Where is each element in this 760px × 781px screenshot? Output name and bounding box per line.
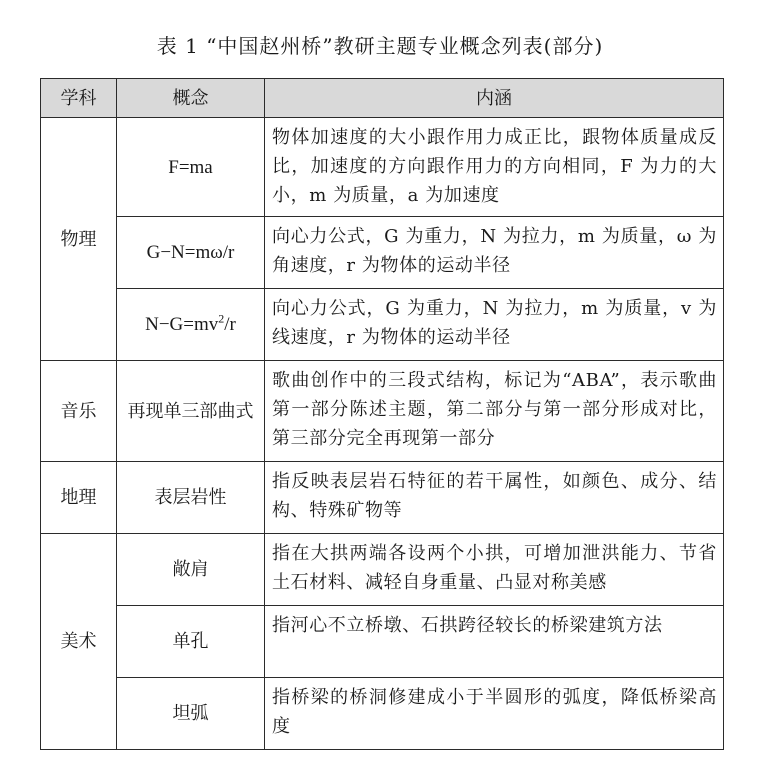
concept-table [40, 78, 724, 750]
formula-exponent: 2 [218, 311, 225, 326]
meaning-cell: 指在大拱两端各设两个小拱，可增加泄洪能力、节省土石材料、减轻自身重量、凸显对称美感 [265, 534, 724, 606]
meaning-cell: 指桥梁的桥洞修建成小于半圆形的弧度，降低桥梁高度 [265, 678, 724, 750]
header-meaning: 内涵 [265, 79, 724, 118]
header-concept: 概念 [117, 79, 265, 118]
formula-tail: /r [224, 314, 236, 335]
meaning-cell: 向心力公式，G 为重力，N 为拉力，m 为质量，ω 为角速度，r 为物体的运动半径 [265, 217, 724, 289]
table-row [41, 606, 724, 678]
subject-cell: 音乐 [41, 361, 117, 462]
concept-cell: F=ma [117, 118, 265, 217]
subject-cell: 美术 [41, 534, 117, 750]
meaning-cell: 向心力公式，G 为重力，N 为拉力，m 为质量，v 为线速度，r 为物体的运动半径 [265, 289, 724, 361]
meaning-cell: 歌曲创作中的三段式结构，标记为“ABA”，表示歌曲第一部分陈述主题，第二部分与第一部分形成对比，第三部分完全再现第一部分 [265, 361, 724, 462]
table-row [41, 118, 724, 217]
table-row [41, 678, 724, 750]
meaning-cell: 物体加速度的大小跟作用力成正比，跟物体质量成反比，加速度的方向跟作用力的方向相同，F 为力的大小，m 为质量，a 为加速度 [265, 118, 724, 217]
table-row [41, 361, 724, 462]
table-row [41, 217, 724, 289]
subject-cell: 地理 [41, 462, 117, 534]
concept-cell: 表层岩性 [117, 462, 265, 534]
concept-cell: 单孔 [117, 606, 265, 678]
header-subject: 学科 [41, 79, 117, 118]
concept-cell: G−N=mω/r [117, 217, 265, 289]
table-row [41, 289, 724, 361]
concept-cell: 再现单三部曲式 [117, 361, 265, 462]
meaning-cell: 指河心不立桥墩、石拱跨径较长的桥梁建筑方法 [265, 606, 724, 678]
concept-cell: 敞肩 [117, 534, 265, 606]
table-row [41, 534, 724, 606]
table-header-row [41, 79, 724, 118]
table-title: 表 1 “中国赵州桥”教研主题专业概念列表(部分) [156, 34, 604, 58]
concept-cell [117, 289, 265, 361]
meaning-cell: 指反映表层岩石特征的若干属性，如颜色、成分、结构、特殊矿物等 [265, 462, 724, 534]
subject-cell: 物理 [41, 118, 117, 361]
formula-main: N−G=mv [145, 314, 219, 335]
table-row [41, 462, 724, 534]
concept-cell: 坦弧 [117, 678, 265, 750]
